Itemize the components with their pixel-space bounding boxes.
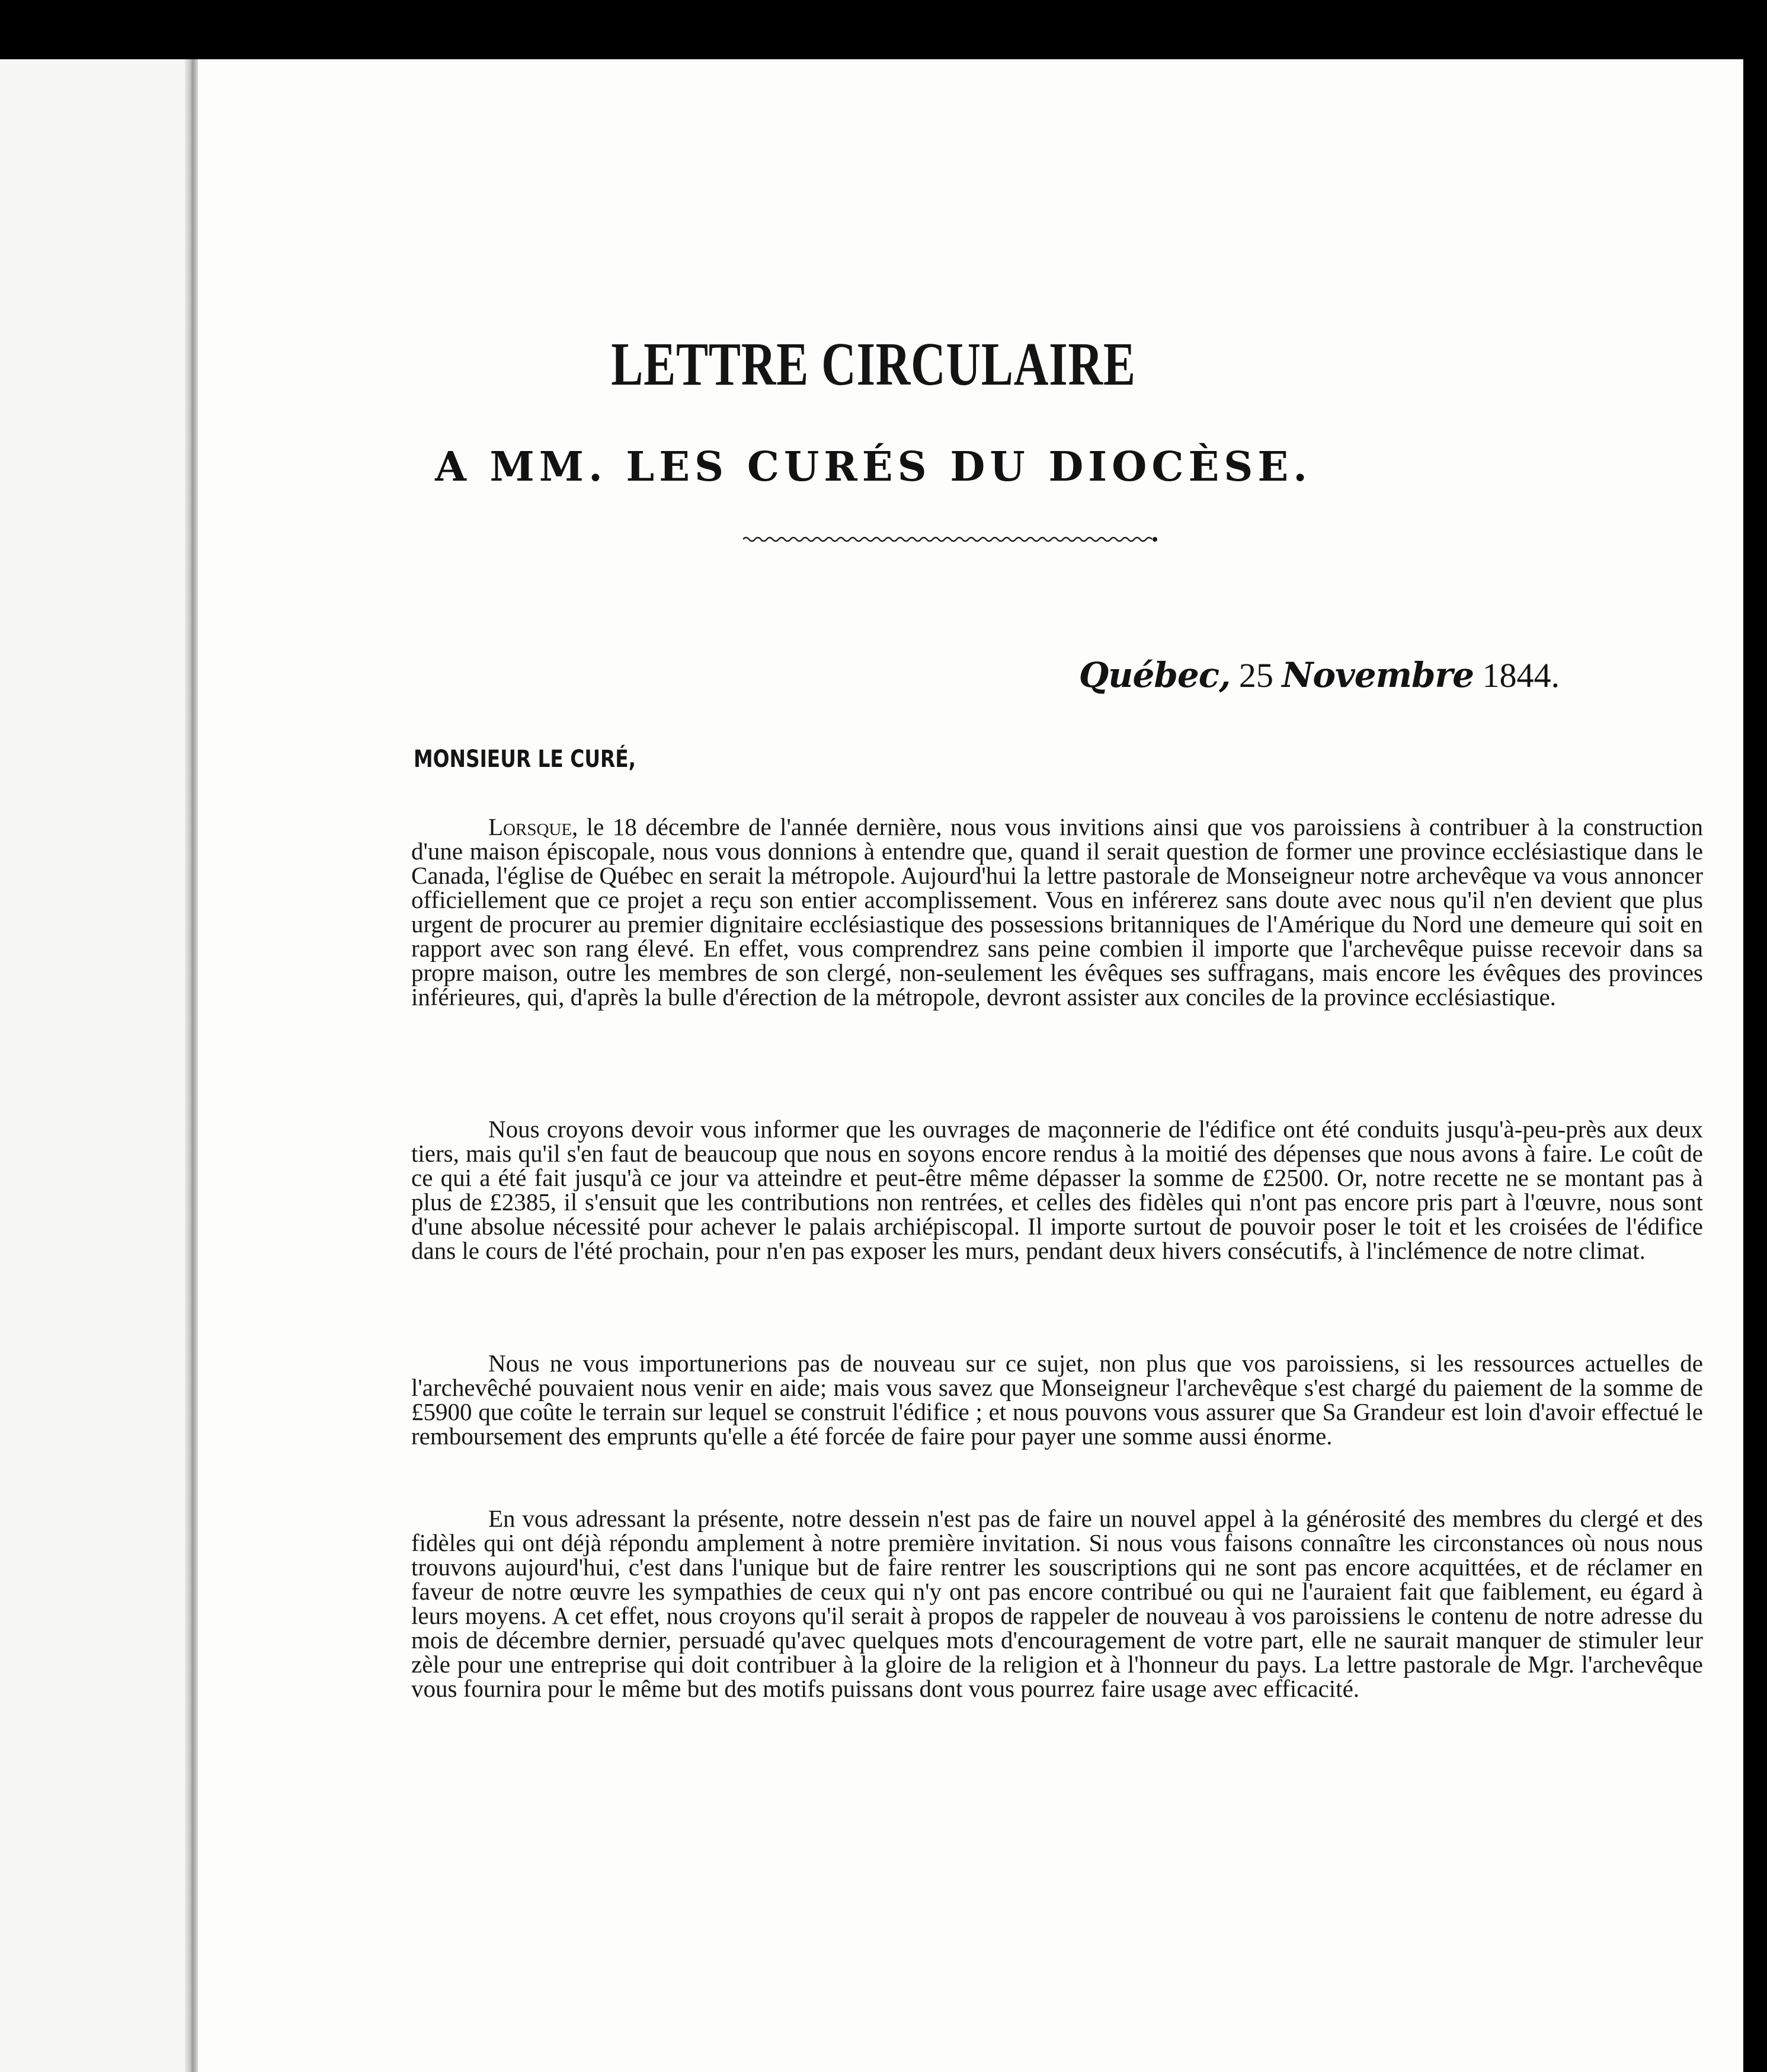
facing-page (0, 59, 193, 2072)
paragraph-2 (411, 1117, 1703, 1263)
scan-border-right (1743, 0, 1767, 2072)
paragraph-4 (411, 1507, 1703, 1701)
paragraph-4-text: En vous adressant la présente, notre dessein n'est pas de faire un nouvel appel à la générosité des membres du clergé et des fidèles qui ont déjà répondu amplement à notre première invitation. Si nous vous faisons connaître les circonstances où nous nous trouvons aujourd'hui, c'est dans l'unique but de faire rentrer les souscriptions qui ne sont pas encore acquittées, et de réclamer en faveur de notre œuvre les sympathies de ceux qui n'y ont pas encore contribué ou qui ne l'auraient fait que faiblement, eu égard à leurs moyens. A cet effet, nous croyons qu'il serait à propos de rappeler de nouveau à vos paroissiens le contenu de notre adresse du mois de décembre dernier, persuadé qu'avec quelques mots d'encouragement de votre part, elle ne saurait manquer de stimuler leur zèle pour une entreprise qui doit contribuer à la gloire de la religion et à l'honneur du pays. La lettre pastorale de Mgr. l'archevêque vous fournira pour le même but des motifs puissans dont vous pourrez faire usage avec efficacité. (411, 1505, 1703, 1702)
dateline-year: 1844. (1482, 656, 1560, 695)
document-page (198, 59, 1743, 2072)
book-gutter (185, 59, 198, 2072)
paragraph-3 (411, 1351, 1703, 1449)
document-title: LETTRE CIRCULAIRE (611, 330, 1136, 398)
document-subtitle: A MM. LES CURÉS DU DIOCÈSE. (435, 443, 1312, 491)
dateline-month: Novembre (1282, 655, 1474, 695)
ornamental-rule (743, 533, 1158, 545)
dateline-day: 25 (1238, 656, 1273, 695)
salutation: MONSIEUR LE CURÉ, (414, 746, 636, 773)
paragraph-2-text: Nous croyons devoir vous informer que les ouvrages de maçonnerie de l'édifice ont été conduits jusqu'à-peu-près aux deux tiers, mais qu'il s'en faut de beaucoup que nous en soyons encore rendus à la moitié des dépenses que nous avons à faire. Le coût de ce qui a été fait jusqu'à ce jour va atteindre et peut-être même dépasser la somme de £2500. Or, notre recette ne se montant pas à plus de £2385, il s'ensuit que les contributions non rentrées, et celles des fidèles qui n'ont pas encore pris part à l'œuvre, nous sont d'une absolue nécessité pour achever le palais archiépiscopal. Il importe surtout de pouvoir poser le toit et les croisées de l'édifice dans le cours de l'été prochain, pour n'en pas exposer les murs, pendant deux hivers consécutifs, à l'inclémence de notre climat. (411, 1115, 1703, 1264)
scan-border-top (0, 0, 1767, 59)
dateline-place: Québec, (1078, 655, 1231, 695)
dateline (1079, 655, 1560, 695)
paragraph-1-text: le 18 décembre de l'année dernière, nous vous invitions ainsi que vos paroissiens à contribuer à la construction d'une maison épiscopale, nous vous donnions à entendre que, quand il serait question de former une province ecclésiastique dans le Canada, l'église de Québec en serait la métropole. Aujourd'hui la lettre pastorale de Monseigneur notre archevêque va vous annoncer officiellement que ce projet a reçu son entier accomplissement. Vous en inférerez sans doute avec nous qu'il n'en devient que plus urgent de procurer au premier dignitaire ecclésiastique des possessions britanniques de l'Amérique du Nord une demeure qui soit en rapport avec son rang élevé. En effet, vous comprendrez sans peine combien il importe que l'archevêque puisse recevoir dans sa propre maison, outre les membres de son clergé, non-seulement les évêques ses suffragans, mais encore les évêques des provinces inférieures, qui, d'après la bulle d'érection de la métropole, devront assister aux conciles de la province ecclésiastique. (411, 813, 1703, 1011)
paragraph-1-lead: Lorsque, (488, 813, 578, 840)
paragraph-3-text: Nous ne vous importunerions pas de nouveau sur ce sujet, non plus que vos paroissiens, si les ressources actuelles de l'archevêché pouvaient nous venir en aide; mais vous savez que Monseigneur l'archevêque s'est chargé du paiement de la somme de £5900 que coûte le terrain sur lequel se construit l'édifice ; et nous pouvons vous assurer que Sa Grandeur est loin d'avoir effectué le remboursement des emprunts qu'elle a été forcée de faire pour payer une somme aussi énorme. (411, 1350, 1703, 1450)
paragraph-1 (411, 815, 1703, 1009)
